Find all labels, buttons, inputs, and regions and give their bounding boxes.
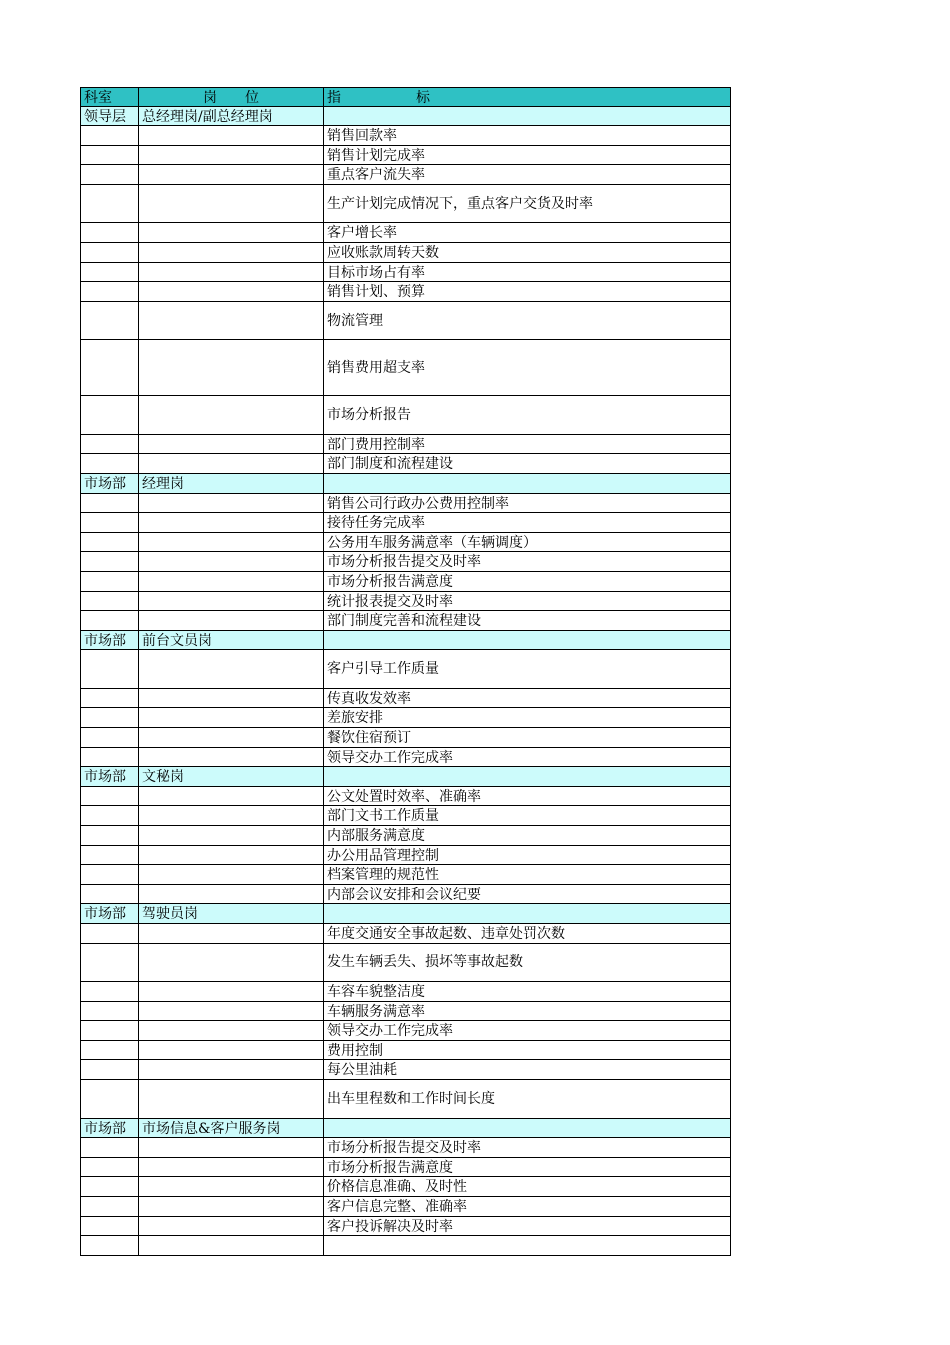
post-cell (139, 1041, 324, 1060)
metric-cell: 应收账款周转天数 (327, 245, 439, 262)
table-header (80, 87, 731, 107)
dept-cell (81, 592, 139, 611)
table-row (80, 243, 731, 263)
dept-cell (81, 826, 139, 845)
metric-cell: 领导交办工作完成率 (327, 749, 453, 766)
table-row (80, 689, 731, 709)
post-cell: 驾驶员岗 (139, 904, 324, 923)
metric-cell: 生产计划完成情况下，重点客户交货及时率 (327, 195, 593, 212)
table-row (80, 513, 731, 533)
metric-cell: 部门文书工作质量 (327, 808, 439, 825)
header-metric (324, 88, 730, 106)
dept-cell (81, 396, 139, 434)
metric-cell (324, 107, 730, 126)
dept-cell (81, 454, 139, 473)
post-cell (139, 282, 324, 301)
table-row (80, 865, 731, 885)
post-cell (139, 1060, 324, 1079)
metric-cell (324, 904, 730, 923)
table-row (80, 1236, 731, 1256)
table-row (80, 165, 731, 185)
metric-cell: 年度交通安全事故起数、违章处罚次数 (327, 926, 565, 942)
post-cell (139, 1197, 324, 1216)
post-cell: 经理岗 (139, 474, 324, 493)
dept-cell: 市场部 (81, 904, 139, 923)
post-cell (139, 611, 324, 630)
dept-cell (81, 1021, 139, 1040)
table-row (80, 806, 731, 826)
dept-cell (81, 1158, 139, 1177)
dept-cell: 市场部 (81, 631, 139, 650)
dept-cell (81, 223, 139, 242)
dept-cell (81, 126, 139, 145)
metric-cell (324, 1119, 730, 1138)
dept-cell: 领导层 (81, 107, 139, 126)
post-cell (139, 1080, 324, 1118)
table-row (80, 846, 731, 866)
metric-cell: 市场分析报告 (327, 407, 411, 424)
dept-cell (81, 435, 139, 454)
metric-cell: 费用控制 (327, 1042, 383, 1059)
post-cell (139, 454, 324, 473)
metric-cell: 出车里程数和工作时间长度 (327, 1090, 495, 1107)
post-cell (139, 263, 324, 282)
table-row (80, 1060, 731, 1080)
metric-cell: 客户投诉解决及时率 (327, 1218, 453, 1235)
table-row (80, 126, 731, 146)
post-cell (139, 846, 324, 865)
post-cell: 文秘岗 (139, 767, 324, 786)
metric-cell: 物流管理 (327, 312, 383, 329)
dept-cell (81, 165, 139, 184)
dept-cell (81, 1041, 139, 1060)
dept-cell (81, 982, 139, 1001)
table-row (80, 826, 731, 846)
post-cell (139, 924, 324, 943)
metric-cell: 每公里油耗 (327, 1062, 397, 1079)
table-row (80, 982, 731, 1002)
dept-cell: 市场部 (81, 767, 139, 786)
post-cell (139, 728, 324, 747)
post-cell (139, 533, 324, 552)
metric-cell (324, 474, 730, 493)
header-post-char2: 位 (245, 90, 259, 106)
table-body (80, 107, 731, 1256)
dept-cell (81, 1002, 139, 1021)
metric-cell: 部门制度完善和流程建设 (327, 613, 481, 630)
metric-cell: 公文处置时效率、准确率 (327, 788, 481, 805)
post-cell: 总经理岗/副总经理岗 (139, 107, 324, 126)
metric-cell: 差旅安排 (327, 710, 383, 727)
metric-cell: 销售计划、预算 (327, 284, 425, 301)
metric-cell: 重点客户流失率 (327, 167, 425, 184)
dept-cell (81, 924, 139, 943)
post-cell (139, 302, 324, 340)
dept-cell: 市场部 (81, 1119, 139, 1138)
metric-cell: 部门费用控制率 (327, 436, 425, 453)
dept-cell (81, 1080, 139, 1118)
dept-cell (81, 846, 139, 865)
metric-cell: 市场分析报告满意度 (327, 574, 453, 590)
header-metric-char1: 指 (327, 90, 341, 106)
metric-cell: 目标市场占有率 (327, 264, 425, 281)
table-row (80, 592, 731, 612)
dept-cell (81, 572, 139, 591)
metric-cell: 客户增长率 (327, 225, 397, 242)
dept-cell (81, 513, 139, 532)
metric-cell: 发生车辆丢失、损坏等事故起数 (327, 954, 523, 971)
metric-cell: 市场分析报告满意度 (327, 1159, 453, 1176)
metric-cell: 传真收发效率 (327, 690, 411, 707)
table-row (80, 1021, 731, 1041)
metric-cell: 餐饮住宿预订 (327, 730, 411, 747)
table-row (80, 1080, 731, 1119)
metric-cell: 接待任务完成率 (327, 515, 425, 532)
post-cell (139, 1177, 324, 1196)
post-cell (139, 146, 324, 165)
section-row (80, 767, 731, 787)
post-cell (139, 572, 324, 591)
post-cell (139, 865, 324, 884)
metric-cell: 领导交办工作完成率 (327, 1023, 453, 1040)
post-cell (139, 1158, 324, 1177)
metric-cell: 销售费用超支率 (327, 359, 425, 376)
post-cell (139, 1002, 324, 1021)
table-row (80, 728, 731, 748)
section-row (80, 904, 731, 924)
post-cell (139, 1138, 324, 1157)
metric-cell: 统计报表提交及时率 (327, 593, 453, 610)
dept-cell (81, 494, 139, 513)
post-cell (139, 944, 324, 982)
dept-cell (81, 865, 139, 884)
metric-cell: 车辆服务满意率 (327, 1003, 425, 1020)
section-row (80, 107, 731, 127)
table-row (80, 924, 731, 944)
table-row (80, 185, 731, 224)
metric-cell: 办公用品管理控制 (327, 847, 439, 864)
table-row (80, 708, 731, 728)
post-cell (139, 1217, 324, 1236)
indicator-table (80, 87, 731, 1256)
dept-cell (81, 1060, 139, 1079)
dept-cell (81, 806, 139, 825)
post-cell (139, 689, 324, 708)
post-cell (139, 513, 324, 532)
post-cell (139, 748, 324, 767)
header-metric-char2: 标 (416, 90, 430, 106)
table-row (80, 494, 731, 514)
dept-cell (81, 650, 139, 688)
metric-cell: 公务用车服务满意率（车辆调度） (327, 534, 537, 551)
dept-cell (81, 243, 139, 262)
metric-cell: 销售计划完成率 (327, 147, 425, 164)
table-row (80, 572, 731, 592)
post-cell (139, 126, 324, 145)
table-row (80, 1041, 731, 1061)
table-row (80, 944, 731, 983)
dept-cell: 市场部 (81, 474, 139, 493)
dept-cell (81, 1177, 139, 1196)
metric-cell: 价格信息准确、及时性 (327, 1179, 467, 1196)
post-cell (139, 826, 324, 845)
table-row (80, 302, 731, 341)
metric-cell: 客户引导工作质量 (327, 661, 439, 678)
dept-cell (81, 885, 139, 904)
post-cell (139, 982, 324, 1001)
post-cell (139, 787, 324, 806)
post-cell (139, 708, 324, 727)
post-cell (139, 885, 324, 904)
dept-cell (81, 611, 139, 630)
table-row (80, 223, 731, 243)
dept-cell (81, 146, 139, 165)
post-cell (139, 552, 324, 571)
table-row (80, 552, 731, 572)
post-cell: 前台文员岗 (139, 631, 324, 650)
metric-cell: 销售回款率 (327, 128, 397, 145)
table-row (80, 1197, 731, 1217)
post-cell (139, 435, 324, 454)
dept-cell (81, 944, 139, 982)
metric-cell: 内部服务满意度 (327, 828, 425, 845)
post-cell (139, 340, 324, 395)
post-cell (139, 494, 324, 513)
post-cell (139, 806, 324, 825)
post-cell (139, 223, 324, 242)
metric-cell: 销售公司行政办公费用控制率 (327, 495, 509, 512)
section-row (80, 474, 731, 494)
metric-cell: 部门制度和流程建设 (327, 456, 453, 473)
dept-cell (81, 1236, 139, 1255)
table-row (80, 340, 731, 396)
table-row (80, 146, 731, 166)
header-dept: 科室 (81, 88, 139, 106)
post-cell (139, 592, 324, 611)
table-row (80, 1177, 731, 1197)
metric-cell: 客户信息完整、准确率 (327, 1198, 467, 1215)
post-cell: 市场信息&客户服务岗 (139, 1119, 324, 1138)
section-row (80, 631, 731, 651)
table-row (80, 787, 731, 807)
dept-cell (81, 282, 139, 301)
dept-cell (81, 1138, 139, 1157)
metric-cell (324, 767, 730, 786)
post-cell (139, 650, 324, 688)
table-row (80, 454, 731, 474)
table-row (80, 1158, 731, 1178)
table-row (80, 282, 731, 302)
dept-cell (81, 263, 139, 282)
post-cell (139, 1236, 324, 1255)
dept-cell (81, 728, 139, 747)
header-post-char1: 岗 (203, 90, 217, 106)
post-cell (139, 1021, 324, 1040)
post-cell (139, 396, 324, 434)
metric-cell (324, 1236, 730, 1255)
dept-cell (81, 302, 139, 340)
dept-cell (81, 1197, 139, 1216)
table-row (80, 396, 731, 435)
section-row (80, 1119, 731, 1139)
table-row (80, 1138, 731, 1158)
dept-cell (81, 748, 139, 767)
dept-cell (81, 708, 139, 727)
metric-cell: 车容车貌整洁度 (327, 984, 425, 1001)
dept-cell (81, 787, 139, 806)
table-row (80, 533, 731, 553)
table-row (80, 435, 731, 455)
table-row (80, 650, 731, 689)
table-row (80, 748, 731, 768)
dept-cell (81, 340, 139, 395)
dept-cell (81, 552, 139, 571)
header-post (139, 88, 324, 106)
dept-cell (81, 185, 139, 223)
table-row (80, 263, 731, 283)
metric-cell: 内部会议安排和会议纪要 (327, 886, 481, 903)
metric-cell: 市场分析报告提交及时率 (327, 1140, 481, 1157)
metric-cell: 档案管理的规范性 (327, 867, 439, 884)
metric-cell: 市场分析报告提交及时率 (327, 554, 481, 571)
post-cell (139, 243, 324, 262)
post-cell (139, 185, 324, 223)
table-row (80, 611, 731, 631)
dept-cell (81, 533, 139, 552)
post-cell (139, 165, 324, 184)
dept-cell (81, 1217, 139, 1236)
table-row (80, 1002, 731, 1022)
table-row (80, 1217, 731, 1237)
table-row (80, 885, 731, 905)
metric-cell (324, 631, 730, 650)
dept-cell (81, 689, 139, 708)
